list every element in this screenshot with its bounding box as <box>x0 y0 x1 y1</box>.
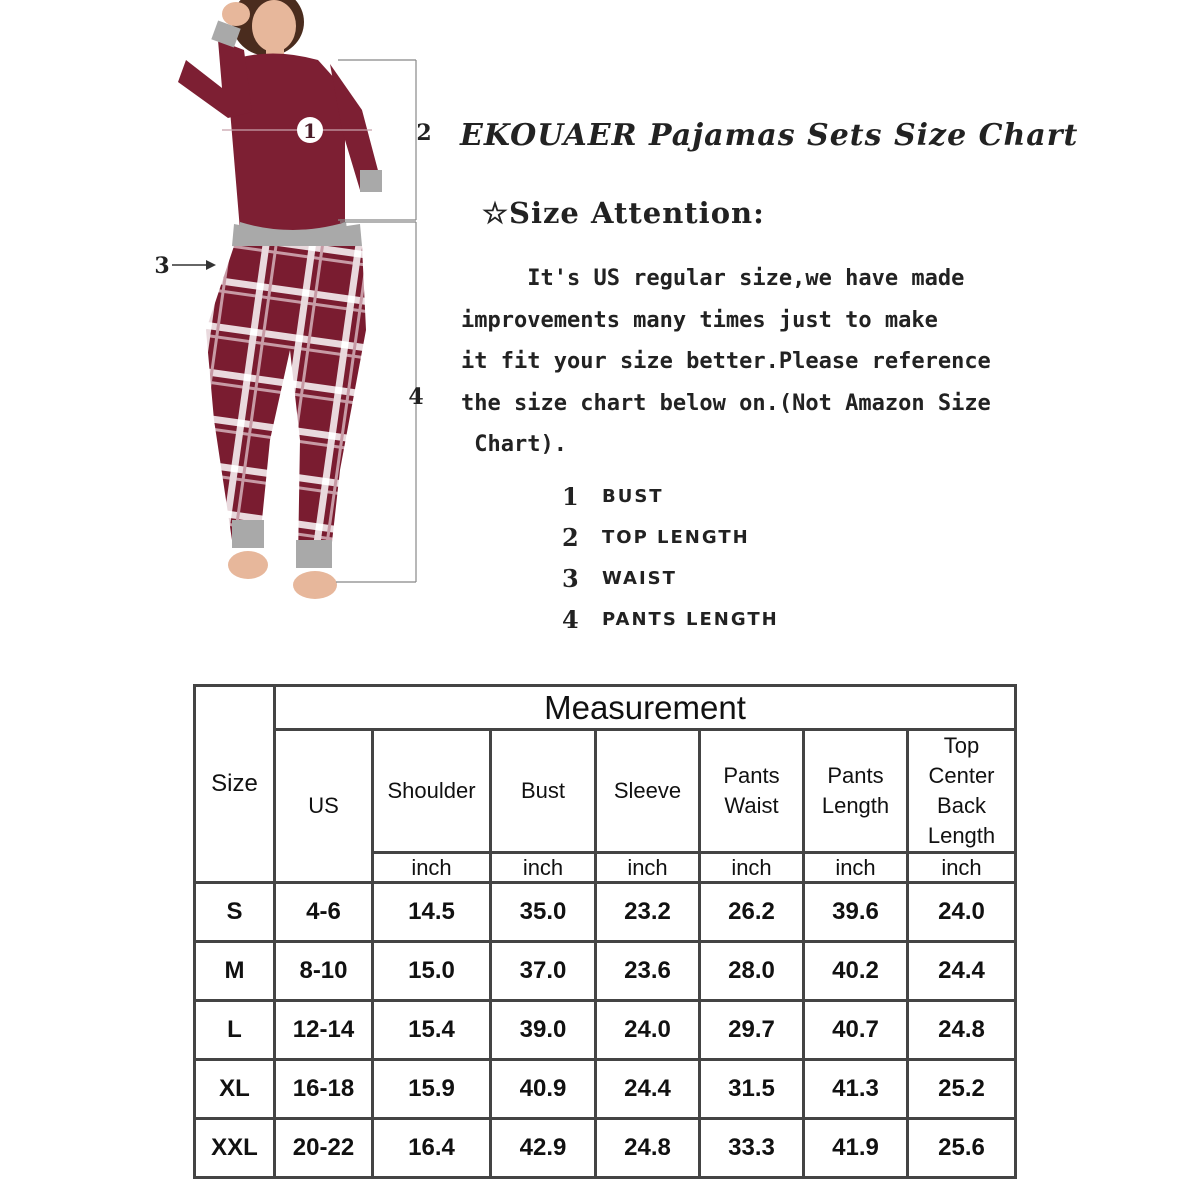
table-cell: 35.0 <box>491 883 596 942</box>
legend-number: 3 <box>562 564 579 593</box>
legend-label: WAIST <box>602 568 677 589</box>
table-cell: 24.0 <box>908 883 1016 942</box>
legend-number: 1 <box>562 482 579 511</box>
legend-item <box>562 476 779 517</box>
table-cell: 42.9 <box>491 1119 596 1178</box>
table-row <box>195 883 1016 942</box>
column-header-sleeve: Sleeve <box>596 730 700 853</box>
table-cell: 41.9 <box>804 1119 908 1178</box>
table-cell: 29.7 <box>700 1001 804 1060</box>
table-cell: 24.4 <box>596 1060 700 1119</box>
table-cell: 26.2 <box>700 883 804 942</box>
marker-1: 1 <box>303 119 317 143</box>
table-cell: 37.0 <box>491 942 596 1001</box>
marker-4: 4 <box>408 384 424 410</box>
legend-number: 2 <box>562 523 579 552</box>
table-cell: 20-22 <box>275 1119 373 1178</box>
attention-line: It's US regular size,we have made <box>461 266 965 291</box>
table-cell: 15.0 <box>373 942 491 1001</box>
size-cell: XXL <box>195 1119 275 1178</box>
table-cell: 40.9 <box>491 1060 596 1119</box>
legend-label: TOP LENGTH <box>602 527 750 548</box>
table-cell: 4-6 <box>275 883 373 942</box>
table-row <box>195 942 1016 1001</box>
column-header-top-center-back-length: Top Center Back Length <box>908 730 1016 853</box>
table-cell: 25.6 <box>908 1119 1016 1178</box>
table-cell: 40.7 <box>804 1001 908 1060</box>
table-row <box>195 1001 1016 1060</box>
size-rows <box>195 883 1016 1178</box>
table-row <box>195 1119 1016 1178</box>
table-cell: 23.6 <box>596 942 700 1001</box>
table-cell: 39.6 <box>804 883 908 942</box>
size-chart-table <box>193 684 1017 1179</box>
size-cell: L <box>195 1001 275 1060</box>
unit-label: inch <box>373 853 491 883</box>
column-header-pants-waist: Pants Waist <box>700 730 804 853</box>
table-cell: 40.2 <box>804 942 908 1001</box>
legend-item <box>562 517 779 558</box>
table-cell: 41.3 <box>804 1060 908 1119</box>
model-illustration <box>130 0 440 620</box>
table-cell: 16.4 <box>373 1119 491 1178</box>
legend-number: 4 <box>562 605 579 634</box>
attention-line: Chart). <box>461 432 567 457</box>
attention-line: it fit your size better.Please reference <box>461 349 991 374</box>
size-column-header: Size <box>195 686 275 883</box>
table-cell: 15.9 <box>373 1060 491 1119</box>
column-header-pants-length: Pants Length <box>804 730 908 853</box>
table-cell: 31.5 <box>700 1060 804 1119</box>
table-cell: 23.2 <box>596 883 700 942</box>
table-cell: 14.5 <box>373 883 491 942</box>
column-header-us: US <box>275 730 373 883</box>
table-cell: 39.0 <box>491 1001 596 1060</box>
table-cell: 24.0 <box>596 1001 700 1060</box>
column-header-shoulder: Shoulder <box>373 730 491 853</box>
legend-item <box>562 599 779 640</box>
marker-2: 2 <box>416 120 432 146</box>
unit-label: inch <box>908 853 1016 883</box>
measurement-header: Measurement <box>275 686 1016 730</box>
table-cell: 15.4 <box>373 1001 491 1060</box>
marker-3: 3 <box>154 253 170 279</box>
table-cell: 33.3 <box>700 1119 804 1178</box>
size-cell: S <box>195 883 275 942</box>
table-cell: 25.2 <box>908 1060 1016 1119</box>
page-title: EKOUAER Pajamas Sets Size Chart <box>460 118 1079 153</box>
table-cell: 28.0 <box>700 942 804 1001</box>
size-cell: M <box>195 942 275 1001</box>
column-header-bust: Bust <box>491 730 596 853</box>
table-cell: 8-10 <box>275 942 373 1001</box>
measurement-legend <box>562 476 779 640</box>
attention-line: improvements many times just to make <box>461 307 938 333</box>
table-row <box>195 1060 1016 1119</box>
table-cell: 24.8 <box>596 1119 700 1178</box>
legend-label: BUST <box>602 486 664 507</box>
unit-label: inch <box>491 853 596 883</box>
table-cell: 24.8 <box>908 1001 1016 1060</box>
unit-label: inch <box>700 853 804 883</box>
attention-line: the size chart below on.(Not Amazon Size <box>461 390 991 416</box>
unit-label: inch <box>596 853 700 883</box>
size-cell: XL <box>195 1060 275 1119</box>
legend-label: PANTS LENGTH <box>602 609 779 630</box>
legend-item <box>562 558 779 599</box>
size-attention-heading: ☆Size Attention: <box>482 196 765 230</box>
table-cell: 16-18 <box>275 1060 373 1119</box>
table-cell: 24.4 <box>908 942 1016 1001</box>
size-attention-text <box>461 258 1061 466</box>
unit-label: inch <box>804 853 908 883</box>
table-cell: 12-14 <box>275 1001 373 1060</box>
